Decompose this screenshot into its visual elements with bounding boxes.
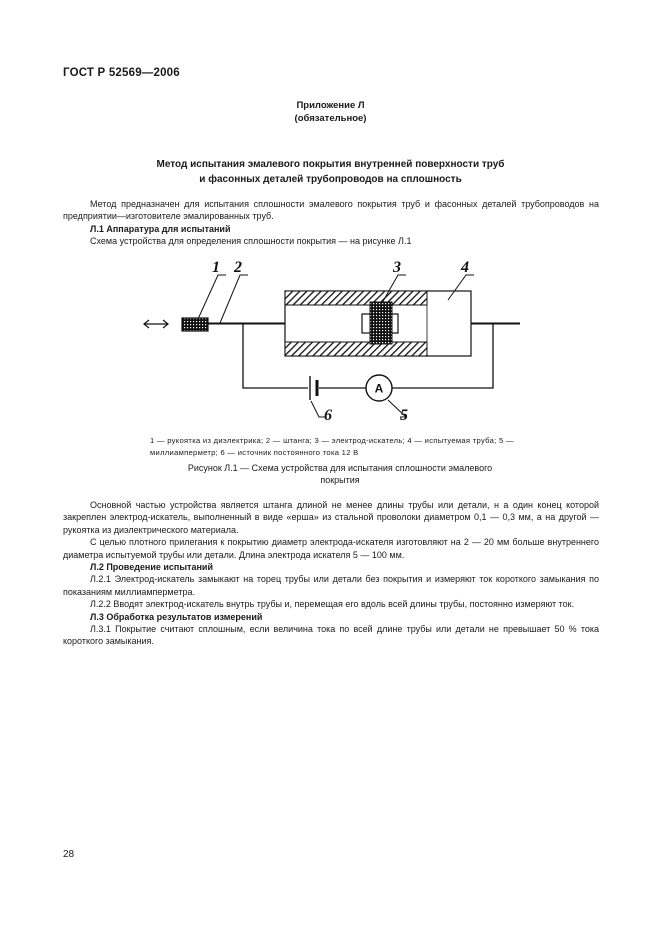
section-3-heading: Л.3 Обработка результатов измерений (90, 611, 263, 622)
appendix-title: Приложение Л (296, 100, 365, 111)
dielectric-handle (182, 318, 208, 331)
paragraph-3: Л.2.1 Электрод-искатель замыкают на торец трубы или детали без покрытия и измеряют ток короткого замыкания по показаниям миллиамперметра. (63, 574, 599, 597)
section-1-text: Схема устройства для определения сплошности покрытия — на рисунке Л.1 (90, 236, 412, 247)
caption-line-1: Рисунок Л.1 — Схема устройства для испытания сплошности эмалевого (187, 463, 493, 473)
figure-legend: 1 — рукоятка из диэлектрика; 2 — штанга; 3 — электрод-искатель; 4 — испытуемая труба; 5 — миллиамперметр; 6 — источник постоянного тока 12 В (150, 436, 514, 457)
figure-caption (140, 462, 540, 486)
title-line-2: и фасонных деталей трубопроводов на сплошность (199, 174, 462, 185)
paragraph-5: Л.3.1 Покрытие считают сплошным, если величина тока по всей длине трубы или детали не превышает 50 % тока короткого замыкания. (63, 624, 599, 647)
callout-4: 4 (461, 259, 469, 276)
section-2-heading: Л.2 Проведение испытаний (90, 562, 213, 573)
callout-5: 5 (400, 407, 408, 424)
paragraph-4: Л.2.2 Вводят электрод-искатель внутрь трубы и, перемещая его вдоль всей длины трубы, постоянно измеряют ток. (90, 599, 575, 610)
body-block (63, 499, 599, 648)
intro-block (63, 198, 599, 248)
paragraph-2: С целью плотного прилегания к покрытию диаметр электрода-искателя изготовляют на 2 — 20 мм больше внутреннего диаметра испытуемой трубы или детали. Длина электрода искателя 5 — 100 мм. (63, 537, 599, 560)
appendix-heading (0, 99, 661, 125)
device-schematic (130, 255, 530, 425)
milliammeter-icon (366, 375, 392, 401)
standard-number: ГОСТ Р 52569—2006 (63, 67, 180, 79)
callout-1: 1 (212, 259, 220, 276)
movement-arrow-icon (144, 320, 168, 328)
intro-paragraph: Метод предназначен для испытания сплошности эмалевого покрытия труб и фасонных деталей трубопроводов на предприятии—изготовителе эмалированных труб. (63, 199, 599, 222)
dc-source-icon (310, 376, 317, 400)
appendix-type: (обязательное) (294, 113, 367, 124)
section-1-heading: Л.1 Аппаратура для испытаний (90, 223, 231, 234)
page-number: 28 (63, 849, 75, 860)
document-title (0, 157, 661, 187)
callout-2: 2 (234, 259, 242, 276)
title-line-1: Метод испытания эмалевого покрытия внутренней поверхности труб (156, 159, 505, 170)
callout-3: 3 (393, 259, 401, 276)
paragraph-1: Основной частью устройства является штанга длиной не менее длины трубы или детали, н а один конец которой закреплен электрод-искатель, выполненный в виде «ерша» из стальной проволоки диаметром 0,1 — 0,3 мм, а на другой — рукоятка из диэлектрического материала. (63, 500, 599, 535)
caption-line-2: покрытия (320, 475, 360, 485)
callout-6: 6 (324, 407, 332, 424)
ammeter-symbol: A (374, 381, 384, 396)
